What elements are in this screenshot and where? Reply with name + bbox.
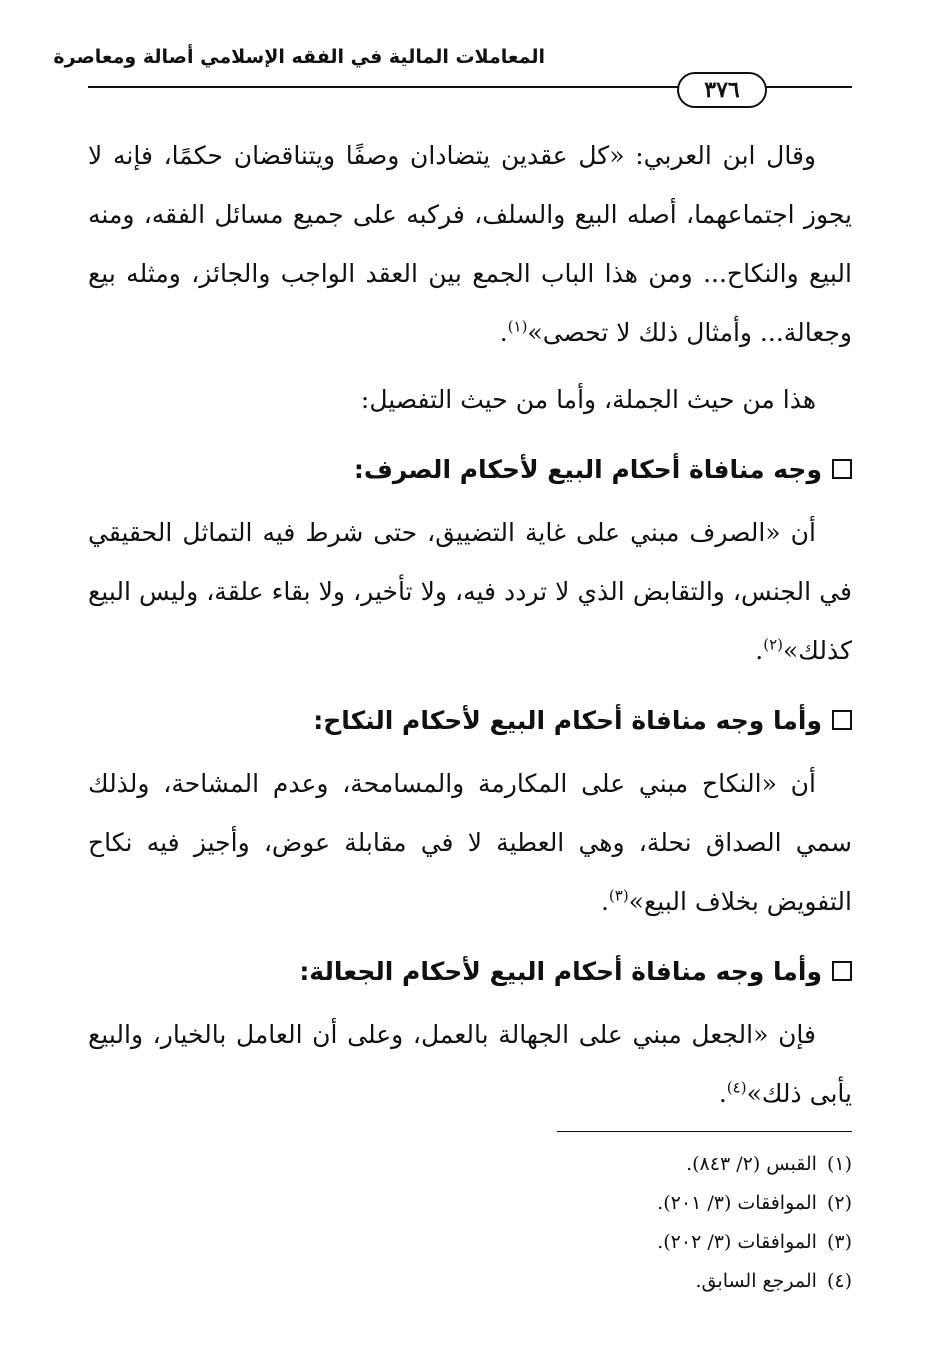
- footnote-separator: [557, 1131, 852, 1132]
- footnotes-list: [88, 1145, 852, 1301]
- footnote-number: (٤): [826, 1270, 852, 1292]
- running-header-title: المعاملات المالية في الفقه الإسلامي أصالة ومعاصرة: [53, 46, 545, 68]
- paragraph-text: فإن «الجعل مبني على الجهالة بالعمل، وعلى أن العامل بالخيار، والبيع يأبى ذلك»: [88, 1020, 852, 1108]
- paragraph-text: وقال ابن العربي: «كل عقدين يتضادان وصفًا ويتناقضان حكمًا، فإنه لا يجوز اجتماعهما، أصله البيع والسلف، فركبه على جميع مسائل الفقه، ومنه البيع والنكاح... ومن هذا الباب الجمع بين العقد الواجب والجائز، ومثله بيع وجعالة... وأمثال ذلك لا تحصى»: [88, 141, 852, 347]
- main-text: [88, 126, 852, 1123]
- sentence-end: .: [600, 887, 609, 916]
- footnote-item: [88, 1184, 852, 1223]
- heading-nikah: [88, 694, 852, 748]
- sentence-end: .: [499, 318, 508, 347]
- heading-sarf: [88, 443, 852, 497]
- footnote-text: الموافقات (٣/ ٢٠٢).: [657, 1231, 817, 1253]
- footnote-text: المرجع السابق.: [695, 1270, 817, 1292]
- paragraph-gap: [88, 362, 852, 370]
- footnote-number: (١): [826, 1153, 852, 1175]
- sentence-end: .: [755, 636, 764, 665]
- footnote-ref-1: (١): [507, 317, 528, 336]
- footnote-number: (٢): [826, 1192, 852, 1214]
- checkbox-square-icon: [832, 961, 852, 981]
- paragraph-overview: هذا من حيث الجملة، وأما من حيث التفصيل:: [360, 385, 816, 414]
- paragraph-ibn-arabi-quote: [88, 126, 852, 362]
- footnote-item: [88, 1145, 852, 1184]
- footnote-number: (٣): [826, 1231, 852, 1253]
- heading-text: وأما وجه منافاة أحكام البيع لأحكام الجعالة:: [299, 957, 822, 986]
- footnote-text: القبس (٢/ ٨٤٣).: [686, 1153, 817, 1175]
- heading-text: وجه منافاة أحكام البيع لأحكام الصرف:: [353, 455, 822, 484]
- footnote-item: [88, 1223, 852, 1262]
- footnote-ref-4: (٤): [726, 1078, 747, 1097]
- paragraph-jiala: [88, 1005, 852, 1123]
- heading-jiala: [88, 945, 852, 999]
- footnote-text: الموافقات (٣/ ٢٠١).: [657, 1192, 817, 1214]
- footnote-item: [88, 1262, 852, 1301]
- footnote-ref-2: (٢): [763, 635, 783, 654]
- paragraph-text: أن «الصرف مبني على غاية التضييق، حتى شرط فيه التماثل الحقيقي في الجنس، والتقابض الذي لا تردد فيه، ولا تأخير، ولا بقاء علقة، وليس البيع كذلك»: [88, 518, 852, 665]
- paragraph-text: أن «النكاح مبني على المكارمة والمسامحة، وعدم المشاحة، ولذلك سمي الصداق نحلة، وهي العطية لا في مقابلة عوض، وأجيز فيه نكاح التفويض بخلاف البيع»: [88, 769, 852, 916]
- paragraph-nikah: [88, 754, 852, 931]
- sentence-end: .: [718, 1079, 727, 1108]
- footnote-ref-3: (٣): [608, 886, 629, 905]
- heading-text: وأما وجه منافاة أحكام البيع لأحكام النكاح:: [313, 706, 822, 735]
- page-number: ٣٧٦: [677, 72, 767, 108]
- checkbox-square-icon: [832, 710, 852, 730]
- paragraph-sarf: [88, 503, 852, 680]
- checkbox-square-icon: [832, 459, 852, 479]
